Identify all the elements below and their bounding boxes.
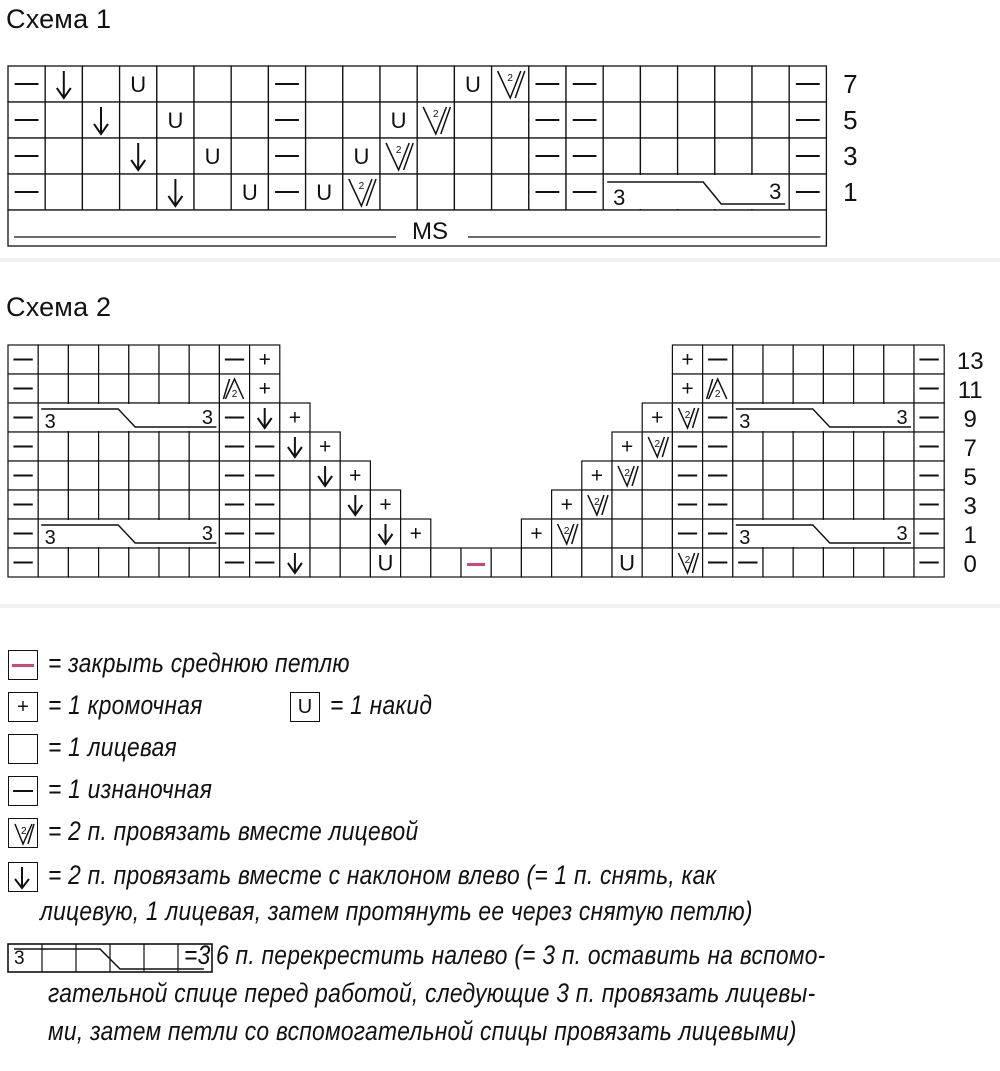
chart-cell xyxy=(793,345,823,374)
purl-dash-icon xyxy=(13,790,33,792)
chart-cell xyxy=(68,374,98,403)
chart-cell xyxy=(715,102,752,138)
chart-cell xyxy=(763,432,793,461)
yarn-over-mark: U xyxy=(241,180,258,205)
legend-yarn-over-text: = 1 накид xyxy=(330,690,433,720)
legend-ssk-text-1: = 2 п. провязать вместе с наклоном влево (= 1 п. снять, как xyxy=(48,860,717,890)
chart-cell xyxy=(854,490,884,519)
chart-cell xyxy=(99,548,129,577)
chart-cell xyxy=(733,374,763,403)
scheme-1-section xyxy=(0,0,1000,262)
k2tog-digit: 2 xyxy=(358,181,365,192)
chart-cell xyxy=(82,174,119,210)
chart-cell xyxy=(854,374,884,403)
cable-label: 3 xyxy=(739,411,751,433)
chart-cell xyxy=(231,102,268,138)
yarn-over-mark: U xyxy=(390,108,407,133)
chart-cell xyxy=(884,432,914,461)
chart-cell xyxy=(231,66,268,102)
chart-cell xyxy=(884,548,914,577)
chart-cell xyxy=(380,174,417,210)
chart-cell xyxy=(763,345,793,374)
chart-cell xyxy=(159,432,189,461)
chart-cell xyxy=(129,461,159,490)
chart-cell xyxy=(733,490,763,519)
stitch-+ xyxy=(410,523,422,546)
yarn-over-mark: U xyxy=(316,180,333,205)
chart-cell xyxy=(157,138,194,174)
cable-label: 3 xyxy=(201,523,213,545)
legend-section xyxy=(0,608,1000,1071)
chart-cell xyxy=(99,345,129,374)
chart-cell xyxy=(280,519,310,548)
chart-cell xyxy=(340,519,370,548)
chart-cell xyxy=(884,345,914,374)
chart-cell xyxy=(231,138,268,174)
chart-cell xyxy=(68,490,98,519)
chart-cell xyxy=(306,66,343,102)
chart-cell xyxy=(343,102,380,138)
chart-cell xyxy=(306,138,343,174)
chart-cell xyxy=(612,519,642,548)
chart-cell xyxy=(642,490,672,519)
row-number-label: 1 xyxy=(843,177,858,207)
chart-cell xyxy=(45,174,82,210)
chart-cell xyxy=(640,66,677,102)
stitch-+ xyxy=(259,349,271,372)
ssk-arrow-icon xyxy=(9,863,39,893)
chart-cell xyxy=(82,138,119,174)
chart-cell xyxy=(310,490,340,519)
stitch-+ xyxy=(651,407,663,430)
legend-cable-text-2: гательной спице перед работой, следующие 3 п. провязать лицевы- xyxy=(48,978,816,1008)
chart-cell xyxy=(715,138,752,174)
bind-off-dash-icon xyxy=(12,664,34,667)
chart-cell xyxy=(38,432,68,461)
legend-edge-text: = 1 кромочная xyxy=(48,690,203,720)
stitch-+ xyxy=(349,465,361,488)
chart-cell xyxy=(733,345,763,374)
legend-knit-text: = 1 лицевая xyxy=(48,732,177,762)
edge-mark: + xyxy=(651,406,664,430)
stitch-yo xyxy=(391,108,407,133)
chart-cell xyxy=(159,374,189,403)
edge-mark: + xyxy=(349,464,362,488)
chart-cell xyxy=(642,548,672,577)
legend-cable-text-3: ми, затем петли со вспомогательной спицы провязать лицевыми) xyxy=(48,1016,797,1046)
chart-cell xyxy=(120,102,157,138)
cable-label: 3 xyxy=(769,179,782,204)
yarn-over-mark: U xyxy=(377,550,394,576)
edge-mark: + xyxy=(258,377,271,401)
chart-cell xyxy=(194,102,231,138)
chart-cell xyxy=(678,102,715,138)
k2tog-digit: 2 xyxy=(594,497,600,508)
chart-cell xyxy=(99,432,129,461)
row-number-label: 9 xyxy=(963,406,977,433)
chart-cell xyxy=(642,461,672,490)
yarn-over-mark: U xyxy=(130,72,147,97)
row-number-label: 5 xyxy=(843,105,858,135)
chart-cell xyxy=(280,490,310,519)
edge-mark: + xyxy=(560,493,573,517)
legend-purl-text: = 1 изнаночная xyxy=(48,774,213,804)
chart-cell xyxy=(189,345,219,374)
chart-cell xyxy=(752,138,789,174)
edge-mark: + xyxy=(318,435,332,459)
chart-cell xyxy=(45,102,82,138)
stitch-+ xyxy=(681,378,693,401)
k2tog-digit: 2 xyxy=(684,555,691,566)
chart-cell xyxy=(640,102,677,138)
scheme-1-chart xyxy=(0,0,1000,262)
chart-cell xyxy=(752,66,789,102)
chart-cell xyxy=(793,548,823,577)
chart-cell xyxy=(854,548,884,577)
row-number-label: 7 xyxy=(843,69,858,99)
chart-cell xyxy=(340,548,370,577)
chart-cell xyxy=(793,432,823,461)
k2tog-digit: 2 xyxy=(507,73,513,84)
chart-cell xyxy=(793,374,823,403)
k2tog-digit: 2 xyxy=(684,410,691,421)
k2tog-digit: 2 xyxy=(563,526,570,537)
row-number-label: 1 xyxy=(963,522,977,549)
stitch-+ xyxy=(289,407,301,430)
chart-cell xyxy=(417,138,454,174)
chart-cell xyxy=(159,548,189,577)
row-number-label: 7 xyxy=(963,435,977,462)
legend-cable-text-1: 6 п. перекрестить налево (= 3 п. оставить на вспомо- xyxy=(216,940,826,970)
chart-cell xyxy=(38,548,68,577)
chart-cell xyxy=(280,461,310,490)
edge-mark: + xyxy=(409,522,422,546)
chart-cell xyxy=(194,66,231,102)
chart-cell xyxy=(823,548,853,577)
ms-label: MS xyxy=(412,218,448,245)
edge-mark: + xyxy=(288,406,302,430)
chart-cell xyxy=(582,519,612,548)
chart-cell xyxy=(310,519,340,548)
chart-cell xyxy=(492,138,529,174)
chart-cell xyxy=(823,461,853,490)
stitch-yo xyxy=(167,108,183,133)
knit-symbol xyxy=(8,734,38,764)
chart-cell xyxy=(492,174,529,210)
chart-cell xyxy=(823,490,853,519)
chart-cell xyxy=(343,66,380,102)
row-number-label: 3 xyxy=(843,141,858,171)
stitch-yo xyxy=(242,180,258,205)
chart-cell xyxy=(38,461,68,490)
legend-k2tog-text: = 2 п. провязать вместе лицевой xyxy=(48,816,419,846)
chart-cell xyxy=(38,345,68,374)
chart-cell xyxy=(733,461,763,490)
edge-mark: + xyxy=(681,348,694,372)
cable-label: 3 xyxy=(201,407,213,429)
chart-cell xyxy=(68,548,98,577)
chart-cell xyxy=(521,548,551,577)
stitch-yo xyxy=(619,551,635,576)
chart-cell xyxy=(454,102,491,138)
chart-cell xyxy=(129,345,159,374)
stitch-+ xyxy=(259,378,271,401)
row-number-label: 11 xyxy=(957,377,983,404)
chart-cell xyxy=(884,490,914,519)
cable-symbol-label: 3 xyxy=(14,948,25,969)
cable-equals-tail: =3 xyxy=(184,940,211,970)
chart-cell xyxy=(129,374,159,403)
chart-cell xyxy=(99,461,129,490)
ssk-symbol xyxy=(8,862,38,892)
chart-cell xyxy=(45,138,82,174)
chart-cell xyxy=(763,548,793,577)
cable-label: 3 xyxy=(44,411,56,433)
chart-cell xyxy=(194,174,231,210)
chart-cell xyxy=(854,345,884,374)
k2tog-digit: 2 xyxy=(433,109,439,120)
chart-cell xyxy=(640,138,677,174)
left-decrease-digit: 2 xyxy=(714,389,721,400)
chart-cell xyxy=(763,374,793,403)
stitch-yo xyxy=(465,72,481,97)
chart-cell xyxy=(823,374,853,403)
chart-cell xyxy=(68,432,98,461)
stitch-+ xyxy=(561,494,573,517)
chart-cell xyxy=(129,548,159,577)
chart-cell xyxy=(552,548,582,577)
chart-cell xyxy=(159,490,189,519)
yarn-over-mark: U xyxy=(619,550,636,576)
scheme-2-section xyxy=(0,262,1000,608)
chart-cell xyxy=(642,519,672,548)
chart-cell xyxy=(793,461,823,490)
chart-cell xyxy=(678,138,715,174)
yarn-over-symbol: U xyxy=(290,692,320,722)
yarn-over-mark: U xyxy=(353,144,370,169)
chart-cell xyxy=(678,66,715,102)
row-number-label: 5 xyxy=(963,464,977,491)
chart-cell xyxy=(884,461,914,490)
stitch-yo xyxy=(378,551,394,576)
chart-cell xyxy=(763,461,793,490)
chart-cell xyxy=(884,374,914,403)
chart-cell xyxy=(129,490,159,519)
edge-mark: + xyxy=(530,522,543,546)
stitch-+ xyxy=(319,436,331,459)
yarn-over-mark: U xyxy=(167,108,184,133)
bind-off-symbol xyxy=(8,650,38,680)
cable-label: 3 xyxy=(896,407,908,429)
stitch-yo xyxy=(316,180,332,205)
chart-cell xyxy=(603,102,640,138)
chart-cell xyxy=(129,432,159,461)
purl-symbol xyxy=(8,776,38,806)
chart-cell xyxy=(454,138,491,174)
chart-cell xyxy=(38,374,68,403)
chart-cell xyxy=(157,66,194,102)
chart-cell xyxy=(401,548,431,577)
chart-cell xyxy=(491,548,521,577)
cable-label: 3 xyxy=(613,185,626,210)
scheme-2-title: Схема 2 xyxy=(6,292,112,322)
chart-cell xyxy=(733,432,763,461)
k2tog-digit: 2 xyxy=(624,468,630,479)
chart-cell xyxy=(38,490,68,519)
stitch-yo xyxy=(205,144,221,169)
legend-bind-off-text: = закрыть среднюю петлю xyxy=(48,648,350,678)
left-decrease-digit: 2 xyxy=(231,389,238,400)
chart-cell xyxy=(189,461,219,490)
chart-cell xyxy=(189,432,219,461)
k2tog-digit: 2 xyxy=(395,145,402,156)
scheme-1-title: Схема 1 xyxy=(6,4,112,34)
k2tog-symbol xyxy=(8,818,38,848)
chart-cell xyxy=(99,490,129,519)
chart-cell xyxy=(431,548,461,577)
edge-mark: + xyxy=(620,435,634,459)
edge-mark: + xyxy=(258,348,271,372)
k2tog-digit: 2 xyxy=(654,439,661,450)
chart-cell xyxy=(189,548,219,577)
yarn-over-mark: U xyxy=(465,72,481,97)
chart-cell xyxy=(752,102,789,138)
chart-cell xyxy=(612,490,642,519)
chart-cell xyxy=(454,174,491,210)
edge-mark: + xyxy=(590,464,604,488)
chart-cell xyxy=(380,66,417,102)
chart-cell xyxy=(99,374,129,403)
edge-mark: + xyxy=(681,377,694,401)
chart-cell xyxy=(306,102,343,138)
scheme-2-chart xyxy=(0,262,1000,608)
stitch-+ xyxy=(530,523,542,546)
edge-stitch-symbol: + xyxy=(8,692,38,722)
chart-cell xyxy=(823,345,853,374)
legend-ssk-text-2: лицевую, 1 лицевая, затем протянуть ее через снятую петлю) xyxy=(40,896,753,926)
chart-cell xyxy=(159,345,189,374)
chart-cell xyxy=(189,490,219,519)
cable-label: 3 xyxy=(739,527,751,549)
chart-cell xyxy=(189,374,219,403)
chart-cell xyxy=(310,548,340,577)
chart-cell xyxy=(603,66,640,102)
chart-cell xyxy=(582,548,612,577)
chart-cell xyxy=(120,174,157,210)
chart-cell xyxy=(715,66,752,102)
stitch-+ xyxy=(681,349,693,372)
chart-cell xyxy=(68,345,98,374)
row-number-label: 13 xyxy=(956,348,984,375)
stitch-yo xyxy=(130,72,146,97)
chart-cell xyxy=(68,461,98,490)
stitch-yo xyxy=(353,144,369,169)
chart-cell xyxy=(461,548,491,577)
chart-cell xyxy=(793,490,823,519)
chart-cell xyxy=(417,66,454,102)
chart-cell xyxy=(492,102,529,138)
stitch-+ xyxy=(621,436,633,459)
chart-cell xyxy=(854,432,884,461)
svg-text:2: 2 xyxy=(21,826,27,837)
k2tog-icon xyxy=(9,819,39,849)
chart-cell xyxy=(159,461,189,490)
cable-label: 3 xyxy=(896,523,908,545)
row-number-label: 0 xyxy=(963,551,977,578)
edge-mark: + xyxy=(379,493,392,517)
chart-cell xyxy=(603,138,640,174)
chart-cell xyxy=(82,66,119,102)
stitch-+ xyxy=(379,494,391,517)
cable-label: 3 xyxy=(44,527,56,549)
row-number-label: 3 xyxy=(963,493,977,520)
yarn-over-mark: U xyxy=(204,144,221,169)
stitch-+ xyxy=(591,465,603,488)
chart-cell xyxy=(854,461,884,490)
chart-cell xyxy=(763,490,793,519)
chart-cell xyxy=(823,432,853,461)
chart-cell xyxy=(417,174,454,210)
